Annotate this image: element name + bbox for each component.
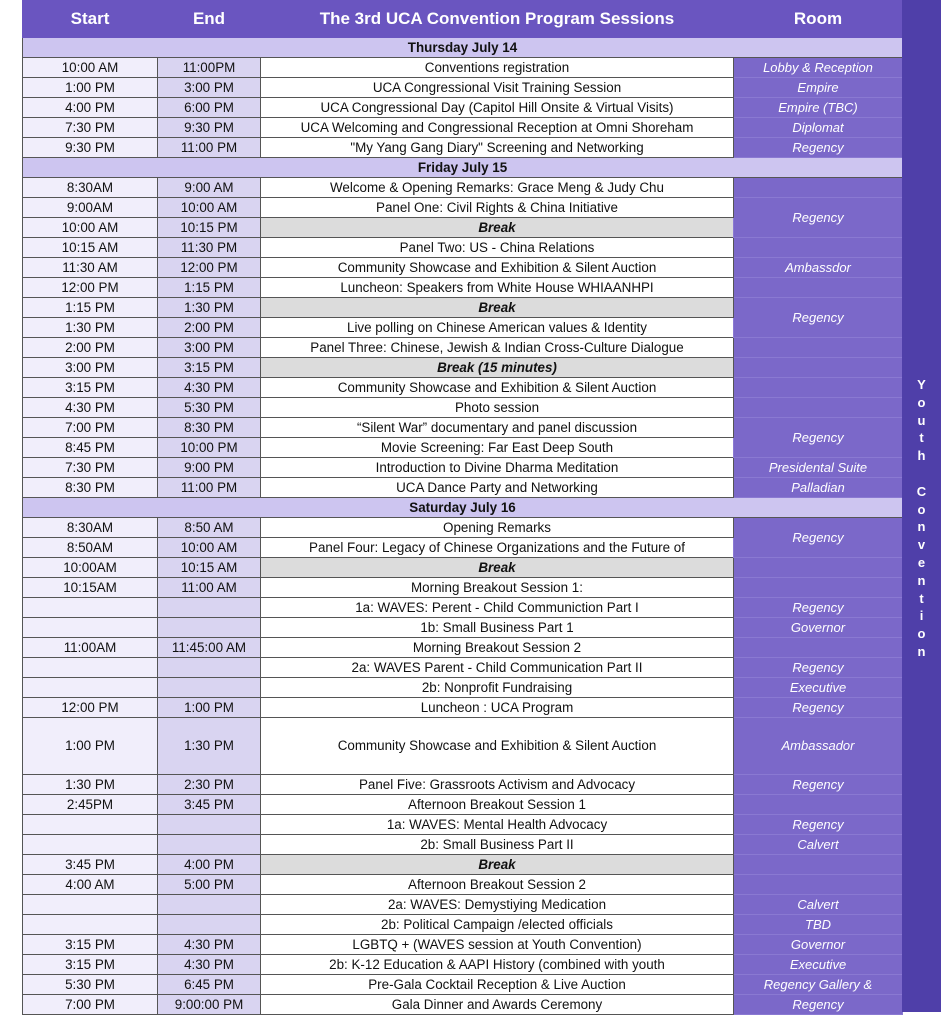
start-time: 10:15AM <box>23 578 158 598</box>
session-title: Luncheon : UCA Program <box>261 698 734 718</box>
end-time <box>158 678 261 698</box>
start-time: 12:00 PM <box>23 278 158 298</box>
end-time: 10:00 AM <box>158 538 261 558</box>
start-time: 8:50AM <box>23 538 158 558</box>
session-row <box>23 478 903 498</box>
room-name <box>734 358 903 378</box>
youth-convention-label: Y o u t h C o n v e n t i o n <box>916 377 927 659</box>
end-time: 11:30 PM <box>158 238 261 258</box>
start-time: 8:30 PM <box>23 478 158 498</box>
session-row <box>23 638 903 658</box>
session-row <box>23 558 903 578</box>
end-time: 4:30 PM <box>158 935 261 955</box>
start-time: 2:00 PM <box>23 338 158 358</box>
start-time: 1:00 PM <box>23 78 158 98</box>
session-title: 2a: WAVES Parent - Child Communication Part II <box>261 658 734 678</box>
room-name: Regency <box>734 775 903 795</box>
session-row <box>23 718 903 775</box>
session-row <box>23 358 903 378</box>
end-time <box>158 895 261 915</box>
session-title: Break <box>261 298 734 318</box>
end-time: 10:15 AM <box>158 558 261 578</box>
room-name: Regency <box>734 658 903 678</box>
session-title: 1a: WAVES: Mental Health Advocacy <box>261 815 734 835</box>
end-time: 11:00 PM <box>158 478 261 498</box>
end-time <box>158 835 261 855</box>
start-time <box>23 678 158 698</box>
end-time: 4:30 PM <box>158 955 261 975</box>
session-title: Opening Remarks <box>261 518 734 538</box>
session-title: "My Yang Gang Diary" Screening and Networking <box>261 138 734 158</box>
session-title: Photo session <box>261 398 734 418</box>
start-time: 7:30 PM <box>23 458 158 478</box>
session-row <box>23 98 903 118</box>
session-title: 1b: Small Business Part 1 <box>261 618 734 638</box>
room-name: Regency <box>734 698 903 718</box>
day-label: Saturday July 16 <box>23 498 903 518</box>
room-name <box>734 238 903 258</box>
end-time: 6:45 PM <box>158 975 261 995</box>
session-title: Community Showcase and Exhibition & Silent Auction <box>261 258 734 278</box>
end-time: 3:00 PM <box>158 338 261 358</box>
session-title: Movie Screening: Far East Deep South <box>261 438 734 458</box>
end-time: 9:30 PM <box>158 118 261 138</box>
end-time: 1:30 PM <box>158 298 261 318</box>
room-name <box>734 855 903 875</box>
session-title: Community Showcase and Exhibition & Silent Auction <box>261 378 734 398</box>
room-name <box>734 338 903 358</box>
start-time: 11:30 AM <box>23 258 158 278</box>
start-time: 10:00 AM <box>23 218 158 238</box>
session-row <box>23 775 903 795</box>
start-time: 3:00 PM <box>23 358 158 378</box>
room-name <box>734 378 903 398</box>
start-time: 1:30 PM <box>23 775 158 795</box>
room-name: Regency Gallery & <box>734 975 903 995</box>
end-time: 10:00 PM <box>158 438 261 458</box>
end-time: 5:00 PM <box>158 875 261 895</box>
session-row <box>23 198 903 218</box>
end-time: 4:30 PM <box>158 378 261 398</box>
end-time: 3:00 PM <box>158 78 261 98</box>
start-time: 12:00 PM <box>23 698 158 718</box>
session-title: Introduction to Divine Dharma Meditation <box>261 458 734 478</box>
room-name: Regency <box>734 198 903 238</box>
end-time: 1:00 PM <box>158 698 261 718</box>
session-title: “Silent War” documentary and panel discussion <box>261 418 734 438</box>
room-name: Regency <box>734 598 903 618</box>
end-time: 1:15 PM <box>158 278 261 298</box>
session-title: Afternoon Breakout Session 2 <box>261 875 734 895</box>
start-time: 4:00 AM <box>23 875 158 895</box>
session-row <box>23 118 903 138</box>
room-name: Calvert <box>734 835 903 855</box>
end-time: 10:00 AM <box>158 198 261 218</box>
room-name: Empire <box>734 78 903 98</box>
start-time: 1:15 PM <box>23 298 158 318</box>
end-time <box>158 915 261 935</box>
room-name <box>734 278 903 298</box>
session-title: 2a: WAVES: Demystiying Medication <box>261 895 734 915</box>
room-name: Regency <box>734 138 903 158</box>
session-row <box>23 138 903 158</box>
session-title: Conventions registration <box>261 58 734 78</box>
room-name: Calvert <box>734 895 903 915</box>
day-label: Thursday July 14 <box>23 38 903 58</box>
room-name: Ambassdor <box>734 258 903 278</box>
room-name: Regency <box>734 995 903 1015</box>
room-name: Regency <box>734 418 903 458</box>
session-title: Panel Two: US - China Relations <box>261 238 734 258</box>
start-time <box>23 835 158 855</box>
room-name <box>734 875 903 895</box>
session-row <box>23 875 903 895</box>
youth-convention-sidebar <box>902 0 941 1012</box>
session-title: Break <box>261 558 734 578</box>
day-header-row <box>23 38 903 58</box>
session-row <box>23 78 903 98</box>
session-title: Panel Four: Legacy of Chinese Organizations and the Future of <box>261 538 734 558</box>
start-time: 7:00 PM <box>23 995 158 1015</box>
start-time: 7:00 PM <box>23 418 158 438</box>
room-name: Regency <box>734 298 903 338</box>
session-row <box>23 258 903 278</box>
session-title: Break <box>261 218 734 238</box>
session-row <box>23 58 903 78</box>
session-title: UCA Welcoming and Congressional Reception at Omni Shoreham <box>261 118 734 138</box>
end-time: 5:30 PM <box>158 398 261 418</box>
session-row <box>23 518 903 538</box>
start-time: 4:00 PM <box>23 98 158 118</box>
end-time: 8:30 PM <box>158 418 261 438</box>
end-time: 2:00 PM <box>158 318 261 338</box>
room-name: Presidental Suite <box>734 458 903 478</box>
session-title: 2b: Nonprofit Fundraising <box>261 678 734 698</box>
room-name <box>734 178 903 198</box>
end-time: 9:00 AM <box>158 178 261 198</box>
end-time: 10:15 PM <box>158 218 261 238</box>
session-row <box>23 658 903 678</box>
session-title: Break (15 minutes) <box>261 358 734 378</box>
session-row <box>23 418 903 438</box>
end-header: End <box>158 1 261 38</box>
room-name: Executive <box>734 955 903 975</box>
session-title: Panel One: Civil Rights & China Initiative <box>261 198 734 218</box>
room-name <box>734 558 903 578</box>
session-row <box>23 678 903 698</box>
room-name: Regency <box>734 815 903 835</box>
session-title: 1a: WAVES: Perent - Child Communiction Part I <box>261 598 734 618</box>
room-name: Governor <box>734 618 903 638</box>
session-row <box>23 398 903 418</box>
end-time: 8:50 AM <box>158 518 261 538</box>
room-name: Diplomat <box>734 118 903 138</box>
room-name <box>734 578 903 598</box>
end-time: 3:15 PM <box>158 358 261 378</box>
session-row <box>23 578 903 598</box>
end-time: 1:30 PM <box>158 718 261 775</box>
room-name: Empire (TBC) <box>734 98 903 118</box>
session-title: Morning Breakout Session 2 <box>261 638 734 658</box>
session-title: Community Showcase and Exhibition & Silent Auction <box>261 718 734 775</box>
start-time <box>23 815 158 835</box>
start-header: Start <box>23 1 158 38</box>
start-time: 3:45 PM <box>23 855 158 875</box>
session-row <box>23 338 903 358</box>
end-time <box>158 618 261 638</box>
start-time: 3:15 PM <box>23 935 158 955</box>
start-time: 10:15 AM <box>23 238 158 258</box>
start-time: 2:45PM <box>23 795 158 815</box>
session-row <box>23 795 903 815</box>
session-row <box>23 855 903 875</box>
start-time: 4:30 PM <box>23 398 158 418</box>
start-time <box>23 598 158 618</box>
session-title: Afternoon Breakout Session 1 <box>261 795 734 815</box>
room-name <box>734 398 903 418</box>
end-time: 9:00 PM <box>158 458 261 478</box>
start-time <box>23 618 158 638</box>
room-name: Lobby & Reception <box>734 58 903 78</box>
day-header-row <box>23 498 903 518</box>
start-time: 10:00AM <box>23 558 158 578</box>
session-title: Panel Three: Chinese, Jewish & Indian Cross-Culture Dialogue <box>261 338 734 358</box>
end-time <box>158 658 261 678</box>
end-time: 11:00 AM <box>158 578 261 598</box>
session-row <box>23 915 903 935</box>
session-row <box>23 895 903 915</box>
session-title: Gala Dinner and Awards Ceremony <box>261 995 734 1015</box>
session-row <box>23 835 903 855</box>
end-time <box>158 815 261 835</box>
session-title: UCA Congressional Day (Capitol Hill Onsite & Virtual Visits) <box>261 98 734 118</box>
room-name: Regency <box>734 518 903 558</box>
session-row <box>23 458 903 478</box>
start-time: 8:45 PM <box>23 438 158 458</box>
session-title: Luncheon: Speakers from White House WHIAANHPI <box>261 278 734 298</box>
start-time: 5:30 PM <box>23 975 158 995</box>
end-time: 4:00 PM <box>158 855 261 875</box>
session-title: Live polling on Chinese American values & Identity <box>261 318 734 338</box>
session-title: 2b: Political Campaign /elected officials <box>261 915 734 935</box>
start-time: 3:15 PM <box>23 955 158 975</box>
session-row <box>23 698 903 718</box>
day-header-row <box>23 158 903 178</box>
session-title: UCA Congressional Visit Training Session <box>261 78 734 98</box>
room-name: Palladian <box>734 478 903 498</box>
session-row <box>23 238 903 258</box>
session-title: UCA Dance Party and Networking <box>261 478 734 498</box>
program-table <box>22 0 903 1015</box>
start-time <box>23 895 158 915</box>
session-title: 2b: K-12 Education & AAPI History (combined with youth <box>261 955 734 975</box>
end-time <box>158 598 261 618</box>
room-name <box>734 638 903 658</box>
end-time: 11:00 PM <box>158 138 261 158</box>
start-time: 11:00AM <box>23 638 158 658</box>
room-header: Room <box>734 1 903 38</box>
day-label: Friday July 15 <box>23 158 903 178</box>
start-time: 9:30 PM <box>23 138 158 158</box>
room-name: Executive <box>734 678 903 698</box>
session-title: Break <box>261 855 734 875</box>
end-time: 2:30 PM <box>158 775 261 795</box>
session-row <box>23 598 903 618</box>
start-time: 9:00AM <box>23 198 158 218</box>
session-title: Welcome & Opening Remarks: Grace Meng & Judy Chu <box>261 178 734 198</box>
end-time: 9:00:00 PM <box>158 995 261 1015</box>
session-row <box>23 278 903 298</box>
room-name: TBD <box>734 915 903 935</box>
session-row <box>23 995 903 1015</box>
session-title: Morning Breakout Session 1: <box>261 578 734 598</box>
start-time: 8:30AM <box>23 518 158 538</box>
start-time: 10:00 AM <box>23 58 158 78</box>
room-name: Governor <box>734 935 903 955</box>
session-title: 2b: Small Business Part II <box>261 835 734 855</box>
start-time: 1:30 PM <box>23 318 158 338</box>
session-title: Pre-Gala Cocktail Reception & Live Auction <box>261 975 734 995</box>
session-row <box>23 975 903 995</box>
room-name <box>734 795 903 815</box>
session-row <box>23 618 903 638</box>
session-row <box>23 298 903 318</box>
end-time: 12:00 PM <box>158 258 261 278</box>
room-name: Ambassador <box>734 718 903 775</box>
end-time: 6:00 PM <box>158 98 261 118</box>
start-time: 1:00 PM <box>23 718 158 775</box>
session-row <box>23 378 903 398</box>
session-row <box>23 815 903 835</box>
start-time: 8:30AM <box>23 178 158 198</box>
start-time <box>23 915 158 935</box>
start-time: 7:30 PM <box>23 118 158 138</box>
session-title: Panel Five: Grassroots Activism and Advocacy <box>261 775 734 795</box>
session-row <box>23 955 903 975</box>
program-body <box>23 38 903 1015</box>
session-header: The 3rd UCA Convention Program Sessions <box>261 1 734 38</box>
start-time <box>23 658 158 678</box>
session-row <box>23 935 903 955</box>
header-row <box>23 1 903 38</box>
session-row <box>23 178 903 198</box>
end-time: 11:45:00 AM <box>158 638 261 658</box>
end-time: 11:00PM <box>158 58 261 78</box>
session-title: LGBTQ + (WAVES session at Youth Convention) <box>261 935 734 955</box>
start-time: 3:15 PM <box>23 378 158 398</box>
end-time: 3:45 PM <box>158 795 261 815</box>
